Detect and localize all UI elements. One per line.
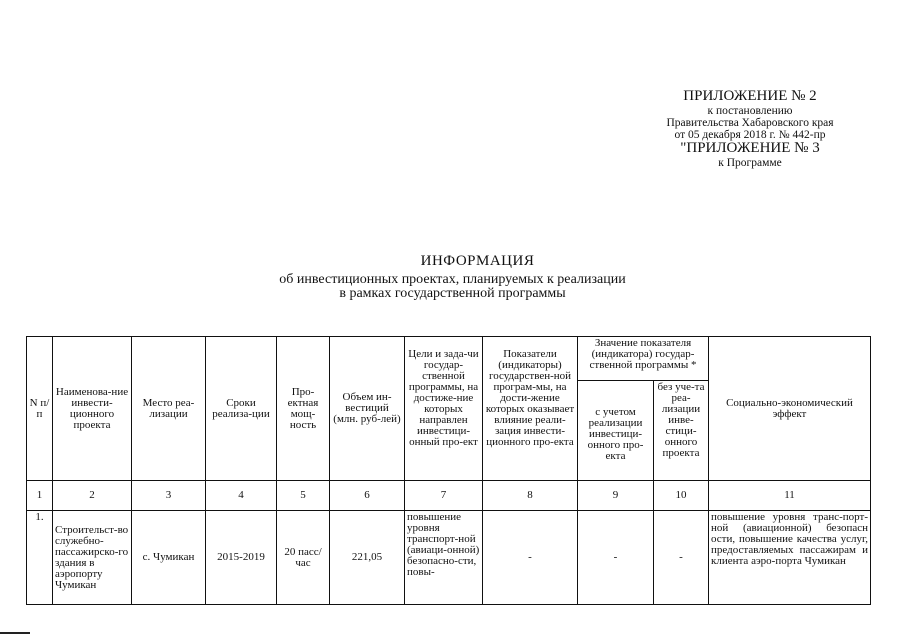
column-number: 10 <box>654 481 709 511</box>
cell-goals: повышение уровня транспорт-ной (авиаци-онной) безопасно-сти, повы- <box>405 511 483 605</box>
header-terms: Сроки реализа-ции <box>206 337 277 481</box>
header-with-project: с учетом реализации инвестици-онного про-екта <box>578 381 654 481</box>
column-number: 5 <box>277 481 330 511</box>
column-number: 7 <box>405 481 483 511</box>
scan-edge-mark <box>0 632 30 634</box>
appendix-block <box>600 89 900 169</box>
column-number: 11 <box>709 481 871 511</box>
cell-indicators: - <box>483 511 578 605</box>
header-indicators: Показатели (индикаторы) государствен-ной програм-мы, на дости-жение которых оказывает влияние реали-зация инвести-ционного про-екта <box>483 337 578 481</box>
cell-place: с. Чумикан <box>132 511 206 605</box>
cell-name: Строительст-во служебно-пассажирско-го здания в аэропорту Чумикан <box>53 511 132 605</box>
appendix-line: Правительства Хабаровского края <box>666 116 834 129</box>
column-number: 9 <box>578 481 654 511</box>
cell-with-project: - <box>578 511 654 605</box>
header-effect: Социально-экономический эффект <box>709 337 871 481</box>
column-number: 3 <box>132 481 206 511</box>
cell-num: 1. <box>27 511 53 605</box>
document-title <box>0 254 905 301</box>
header-num: N п/п <box>27 337 53 481</box>
title-sub: в рамках государственной программы <box>339 286 566 301</box>
header-goals: Цели и зада-чи государ-ственной программы, на достиже-ние которых направлен инвестици-онный про-ект <box>405 337 483 481</box>
column-number: 8 <box>483 481 578 511</box>
header-value-group: Значение показателя (индикатора) государ-ственной программы * <box>578 337 709 381</box>
header-place: Место реа-лизации <box>132 337 206 481</box>
header-without-project: без уче-та реа-лизации инве-стици-онного проекта <box>654 381 709 481</box>
investment-table <box>26 336 871 605</box>
cell-without-project: - <box>654 511 709 605</box>
cell-terms: 2015-2019 <box>206 511 277 605</box>
column-number: 2 <box>53 481 132 511</box>
cell-volume: 221,05 <box>330 511 405 605</box>
column-number: 6 <box>330 481 405 511</box>
appendix-line: к Программе <box>718 156 782 169</box>
cell-capacity: 20 пасс/час <box>277 511 330 605</box>
header-name: Наименова-ние инвести-ционного проекта <box>53 337 132 481</box>
appendix-line: к постановлению <box>707 104 793 117</box>
table-row <box>27 511 871 605</box>
cell-effect: повышение уровня транс-порт-ной (авиационной) безопасн ости, повышение качества услуг, предоставляемых пассажирам и клиента аэро-порта Чумикан <box>709 511 871 605</box>
title-sub: об инвестиционных проектах, планируемых к реализации <box>279 272 626 287</box>
column-number: 4 <box>206 481 277 511</box>
appendix-line: от 05 декабря 2018 г. № 442-пр <box>674 128 826 141</box>
header-capacity: Про-ектная мощ-ность <box>277 337 330 481</box>
title-main: ИНФОРМАЦИЯ <box>420 253 535 269</box>
header-volume: Объем ин-вестиций (млн. руб-лей) <box>330 337 405 481</box>
appendix-title: ПРИЛОЖЕНИЕ № 2 <box>683 88 817 104</box>
column-number: 1 <box>27 481 53 511</box>
appendix-title-2: "ПРИЛОЖЕНИЕ № 3 <box>680 139 820 156</box>
